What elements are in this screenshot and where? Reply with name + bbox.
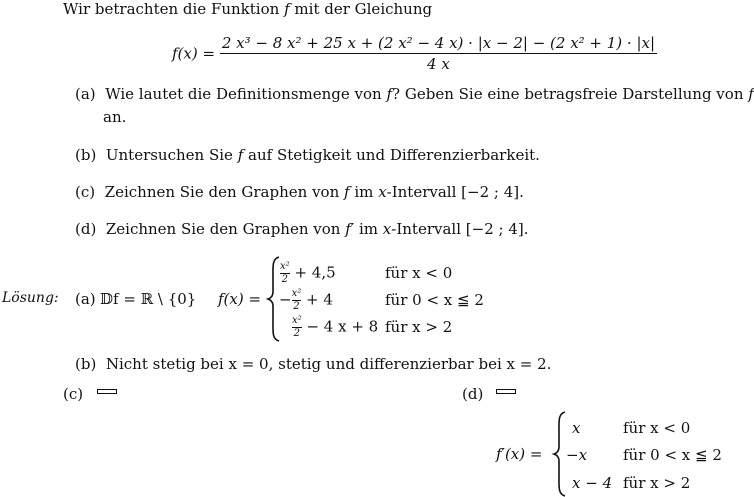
solution-b [75, 355, 551, 373]
task-b-text2: auf Stetigkeit und Differenzierbarkeit. [248, 146, 540, 164]
task-d-var2: x [382, 220, 392, 238]
f-case-3-expr: − 4 x + 8 [306, 317, 379, 336]
f-case-3-frac [292, 316, 302, 339]
f-case-1-frac-den: 2 [281, 274, 289, 285]
task-a-label: (a) [75, 85, 96, 103]
task-c-var2: x [378, 183, 387, 201]
f-case-3-frac-den: 2 [293, 328, 301, 339]
graph-f-placeholder-icon [97, 389, 117, 394]
solution-a-label: (a) [75, 290, 96, 308]
solution-heading: Lösung: [2, 290, 59, 306]
solution-b-label: (b) [75, 355, 97, 373]
task-d-text2: im [358, 220, 379, 238]
task-c-var: f [344, 183, 350, 201]
task-a [75, 85, 754, 103]
main-equation [172, 34, 657, 73]
task-d-label: (d) [75, 220, 97, 238]
f-case-3-cond: für x > 2 [385, 318, 453, 336]
f-piecewise-lhs: f(x) = [218, 290, 262, 308]
solution-c-label: (c) [63, 385, 84, 403]
f-case-2-expr: + 4 [306, 290, 333, 309]
task-a-var: f [386, 85, 393, 103]
solution-d-label: (d) [462, 385, 484, 403]
task-c-text3: -Intervall [−2 ; 4]. [386, 183, 524, 201]
fprime-piecewise-lhs: f′(x) = [496, 445, 543, 463]
f-case-2-cond: für 0 < x ≦ 2 [385, 291, 484, 309]
f-case-2-frac [292, 289, 302, 312]
intro-line [63, 0, 432, 18]
task-c-label: (c) [75, 183, 96, 201]
main-equation-lhs: f(x) = [172, 44, 216, 63]
main-equation-numerator: 2 x³ − 8 x² + 25 x + (2 x² − 4 x) · |x − 2| − (2 x² + 1) · |x| [221, 34, 656, 52]
fprime-case-3-expr: x − 4 [572, 474, 613, 492]
f-case-3-frac-num: x² [292, 315, 302, 326]
f-case-1-cond: für x < 0 [385, 264, 453, 282]
fprime-case-2-expr: −x [566, 446, 588, 464]
task-a-text2: ? Geben Sie eine betragsfreie Darstellung von [392, 85, 744, 103]
intro-rest: mit der Gleichung [294, 0, 433, 18]
fprime-case-3-cond: für x > 2 [623, 474, 691, 492]
intro-function-var: f [284, 0, 290, 18]
task-a-line2: an. [103, 108, 127, 126]
solution-b-text: Nicht stetig bei x = 0, stetig und differenzierbar bei x = 2. [105, 355, 552, 373]
task-b-var: f [237, 146, 244, 164]
f-case-2-frac-num: x² [291, 288, 302, 299]
solution-domain: 𝔻f = ℝ \ {0} [100, 290, 197, 308]
task-d-text1: Zeichnen Sie den Graphen von [105, 220, 341, 238]
f-case-1 [280, 262, 336, 285]
task-a-text1: Wie lautet die Definitionsmenge von [105, 85, 382, 103]
fprime-case-2-cond: für 0 < x ≦ 2 [623, 446, 722, 464]
fprime-case-1-cond: für x < 0 [623, 419, 691, 437]
f-case-1-expr: + 4,5 [294, 263, 336, 282]
main-equation-denominator: 4 x [427, 55, 450, 73]
task-c-text1: Zeichnen Sie den Graphen von [104, 183, 340, 201]
intro-text: Wir betrachten die Funktion [63, 0, 280, 18]
fraction-bar [220, 53, 657, 54]
task-c-text2: im [354, 183, 374, 201]
task-d [75, 220, 529, 238]
task-c [75, 183, 524, 201]
task-b-label: (b) [75, 146, 97, 164]
task-b [75, 146, 540, 164]
task-d-var: f′ [345, 220, 355, 238]
f-case-2-frac-den: 2 [293, 301, 300, 312]
f-case-1-frac [280, 262, 290, 285]
main-equation-fraction [220, 34, 657, 73]
task-b-text1: Untersuchen Sie [105, 146, 233, 164]
task-a-var2: f [748, 85, 754, 103]
f-case-1-frac-num: x² [280, 261, 290, 272]
f-case-2 [279, 289, 333, 312]
f-case-3 [292, 316, 378, 339]
graph-fprime-placeholder-icon [496, 389, 516, 394]
f-case-2-sign: − [279, 290, 292, 309]
fprime-case-1-expr: x [572, 419, 581, 437]
task-d-text3: -Intervall [−2 ; 4]. [391, 220, 529, 238]
